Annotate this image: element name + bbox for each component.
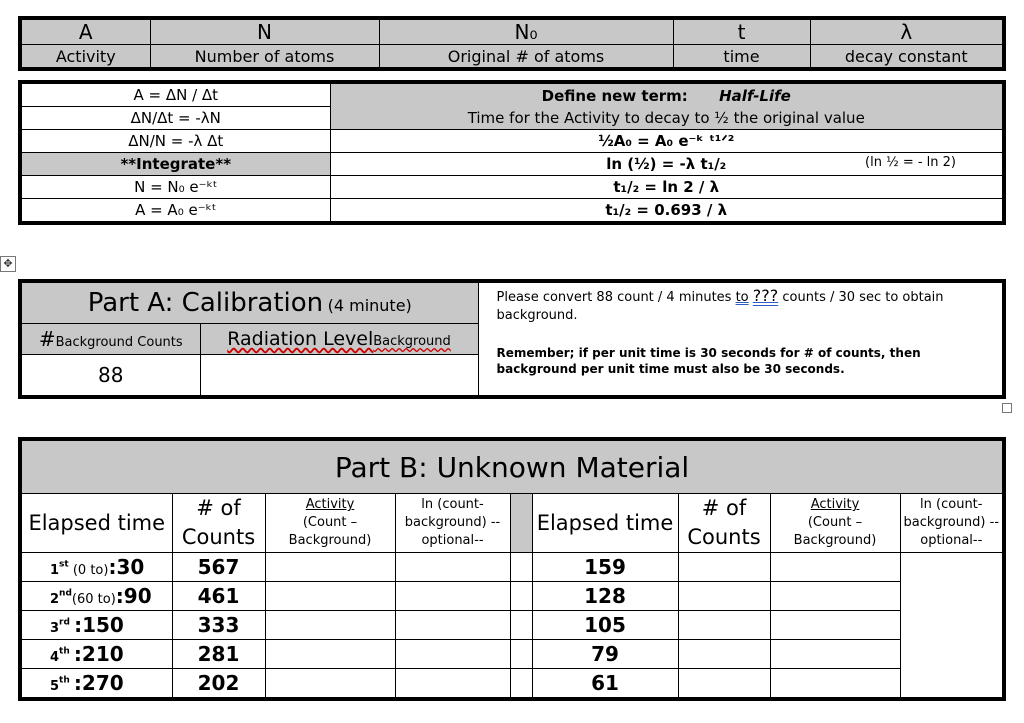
ln-input-left[interactable] (395, 553, 510, 582)
formula-left-4: N = N₀ e⁻ᵏᵗ (20, 176, 330, 199)
radiation-level-label: Radiation Level (227, 328, 374, 350)
elapsed-time-left (20, 611, 172, 640)
ln-input-left[interactable] (395, 669, 510, 700)
count-value-right: 159 (532, 553, 678, 582)
count-value-left: 461 (172, 582, 265, 611)
symbol-lambda: λ (810, 18, 1004, 45)
time-value: :30 (108, 555, 145, 579)
elapsed-time-right (510, 582, 532, 611)
convert-text-to: to (735, 290, 749, 305)
formula-right-0: ½A₀ = A₀ e⁻ᵏ ᵗ¹ᐟ² (330, 130, 1004, 153)
ordinal: 5 (50, 679, 60, 694)
range-note: (60 to) (71, 592, 116, 607)
remember-note: Remember; if per unit time is 30 seconds for # of counts, then background per unit time must also be 30 seconds. (496, 346, 921, 376)
ordinal-suffix: nd (59, 588, 72, 599)
name-number: Number of atoms (150, 45, 379, 70)
definition-text: Time for the Activity to decay to ½ the original value (467, 108, 865, 127)
part-a-instructions (478, 281, 1004, 397)
ordinal-suffix: th (59, 675, 70, 686)
name-lambda: decay constant (810, 45, 1004, 70)
convert-text-pre: Please convert 88 count / 4 minutes (496, 290, 736, 305)
ordinal: 1 (50, 563, 60, 578)
ln-input-left[interactable] (395, 611, 510, 640)
activity-input-right[interactable] (678, 611, 770, 640)
ln-input-right[interactable] (770, 669, 900, 700)
counts-header-left: # of Counts (172, 494, 265, 553)
ln-header-left: ln (count-background) --optional-- (395, 494, 510, 553)
name-time: time (673, 45, 810, 70)
activity-input-right[interactable] (678, 640, 770, 669)
define-term: Half-Life (719, 86, 791, 105)
name-original: Original # of atoms (379, 45, 673, 70)
part-b-table (18, 437, 1006, 701)
elapsed-time-right (510, 553, 532, 582)
table-row (20, 640, 1004, 669)
activity-input-left[interactable] (265, 640, 395, 669)
count-value-right: 128 (532, 582, 678, 611)
ln-input-right[interactable] (770, 582, 900, 611)
count-value-left: 333 (172, 611, 265, 640)
table-row (20, 669, 1004, 700)
ordinal: 4 (50, 650, 60, 665)
activity-header-right-sub: (Count – Background) (793, 515, 877, 548)
formula-left-1: ΔN/Δt = -λN (20, 107, 330, 130)
ln-note: (ln ½ = - ln 2) (865, 155, 956, 170)
count-value-right: 61 (532, 669, 678, 700)
radiation-level-sub: Background (373, 334, 451, 349)
elapsed-time-right (510, 669, 532, 700)
activity-input-left[interactable] (265, 582, 395, 611)
bg-counts-header (20, 324, 200, 355)
ordinal-suffix: rd (59, 617, 70, 628)
variables-table (18, 16, 1006, 71)
convert-text-post: counts / 30 sec to obtain background. (496, 290, 944, 323)
time-value: :210 (73, 642, 124, 666)
counts-header-right: # of Counts (678, 494, 770, 553)
formula-left-3: **Integrate** (20, 153, 330, 176)
activity-input-left[interactable] (265, 553, 395, 582)
ordinal: 3 (50, 621, 60, 636)
activity-input-left[interactable] (265, 611, 395, 640)
count-value-right: 105 (532, 611, 678, 640)
symbol-time: t (673, 18, 810, 45)
ln-input-left[interactable] (395, 640, 510, 669)
activity-header-right (770, 494, 900, 553)
part-a-title-cell (20, 281, 478, 324)
elapsed-time-left (20, 669, 172, 700)
activity-input-right[interactable] (678, 553, 770, 582)
convert-text-q: ??? (752, 286, 779, 305)
elapsed-time-right (510, 640, 532, 669)
count-value-left: 202 (172, 669, 265, 700)
activity-input-right[interactable] (678, 669, 770, 700)
count-value-left: 567 (172, 553, 265, 582)
time-value: :270 (73, 671, 124, 695)
ln-input-right[interactable] (770, 640, 900, 669)
radiation-level-header (200, 324, 478, 355)
part-a-table (18, 279, 1006, 399)
move-table-handle-icon[interactable]: ✥ (0, 256, 16, 272)
range-note: (0 to) (68, 563, 109, 578)
elapsed-header-left: Elapsed time (20, 494, 172, 553)
ln-input-left[interactable] (395, 582, 510, 611)
define-label: Define new term: (541, 86, 688, 105)
elapsed-time-left (20, 553, 172, 582)
activity-header-left-label: Activity (305, 497, 355, 512)
part-a-title-suffix: (4 minute) (327, 296, 412, 315)
name-activity: Activity (20, 45, 150, 70)
resize-handle-icon[interactable] (1002, 403, 1012, 413)
bg-counts-value: 88 (20, 355, 200, 398)
elapsed-header-right: Elapsed time (532, 494, 678, 553)
table-row (20, 582, 1004, 611)
activity-header-right-label: Activity (810, 497, 860, 512)
table-row (20, 611, 1004, 640)
ordinal-suffix: th (59, 646, 70, 657)
elapsed-time-left (20, 640, 172, 669)
ordinal: 2 (50, 592, 60, 607)
ordinal-suffix: st (59, 559, 69, 570)
separator-column (510, 494, 532, 553)
define-cell (330, 82, 1004, 130)
symbol-activity: A (20, 18, 150, 45)
formula-left-0: A = ΔN / Δt (20, 82, 330, 107)
symbol-number: N (150, 18, 379, 45)
elapsed-time-right (510, 611, 532, 640)
time-value: :150 (74, 613, 124, 637)
bg-counts-sub: Background Counts (55, 335, 183, 350)
symbol-original: N₀ (379, 18, 673, 45)
formula-left-2: ΔN/N = -λ Δt (20, 130, 330, 153)
activity-header-left-sub: (Count – Background) (288, 515, 372, 548)
part-a-title: Part A: Calibration (87, 288, 324, 318)
convert-instruction (497, 287, 985, 325)
count-value-left: 281 (172, 640, 265, 669)
radiation-level-input[interactable] (200, 355, 478, 398)
ln-header-right: ln (count-background) --optional-- (900, 494, 1004, 553)
activity-header-left (265, 494, 395, 553)
ln-input-right[interactable] (770, 553, 900, 582)
count-value-right: 79 (532, 640, 678, 669)
activity-input-left[interactable] (265, 669, 395, 700)
formula-right-3: t₁/₂ = 0.693 / λ (330, 199, 1004, 224)
bg-counts-hash: # (38, 327, 56, 351)
table-row (20, 553, 1004, 582)
formula-table (18, 80, 1006, 225)
part-b-title: Part B: Unknown Material (20, 439, 1004, 494)
formula-right-1: ln (½) = -λ t₁/₂ (606, 155, 727, 173)
formula-right-2: t₁/₂ = ln 2 / λ (330, 176, 1004, 199)
time-value: :90 (115, 584, 152, 608)
ln-input-right[interactable] (770, 611, 900, 640)
formula-left-5: A = A₀ e⁻ᵏᵗ (20, 199, 330, 224)
formula-right-1-cell (330, 153, 1004, 176)
activity-input-right[interactable] (678, 582, 770, 611)
elapsed-time-left (20, 582, 172, 611)
